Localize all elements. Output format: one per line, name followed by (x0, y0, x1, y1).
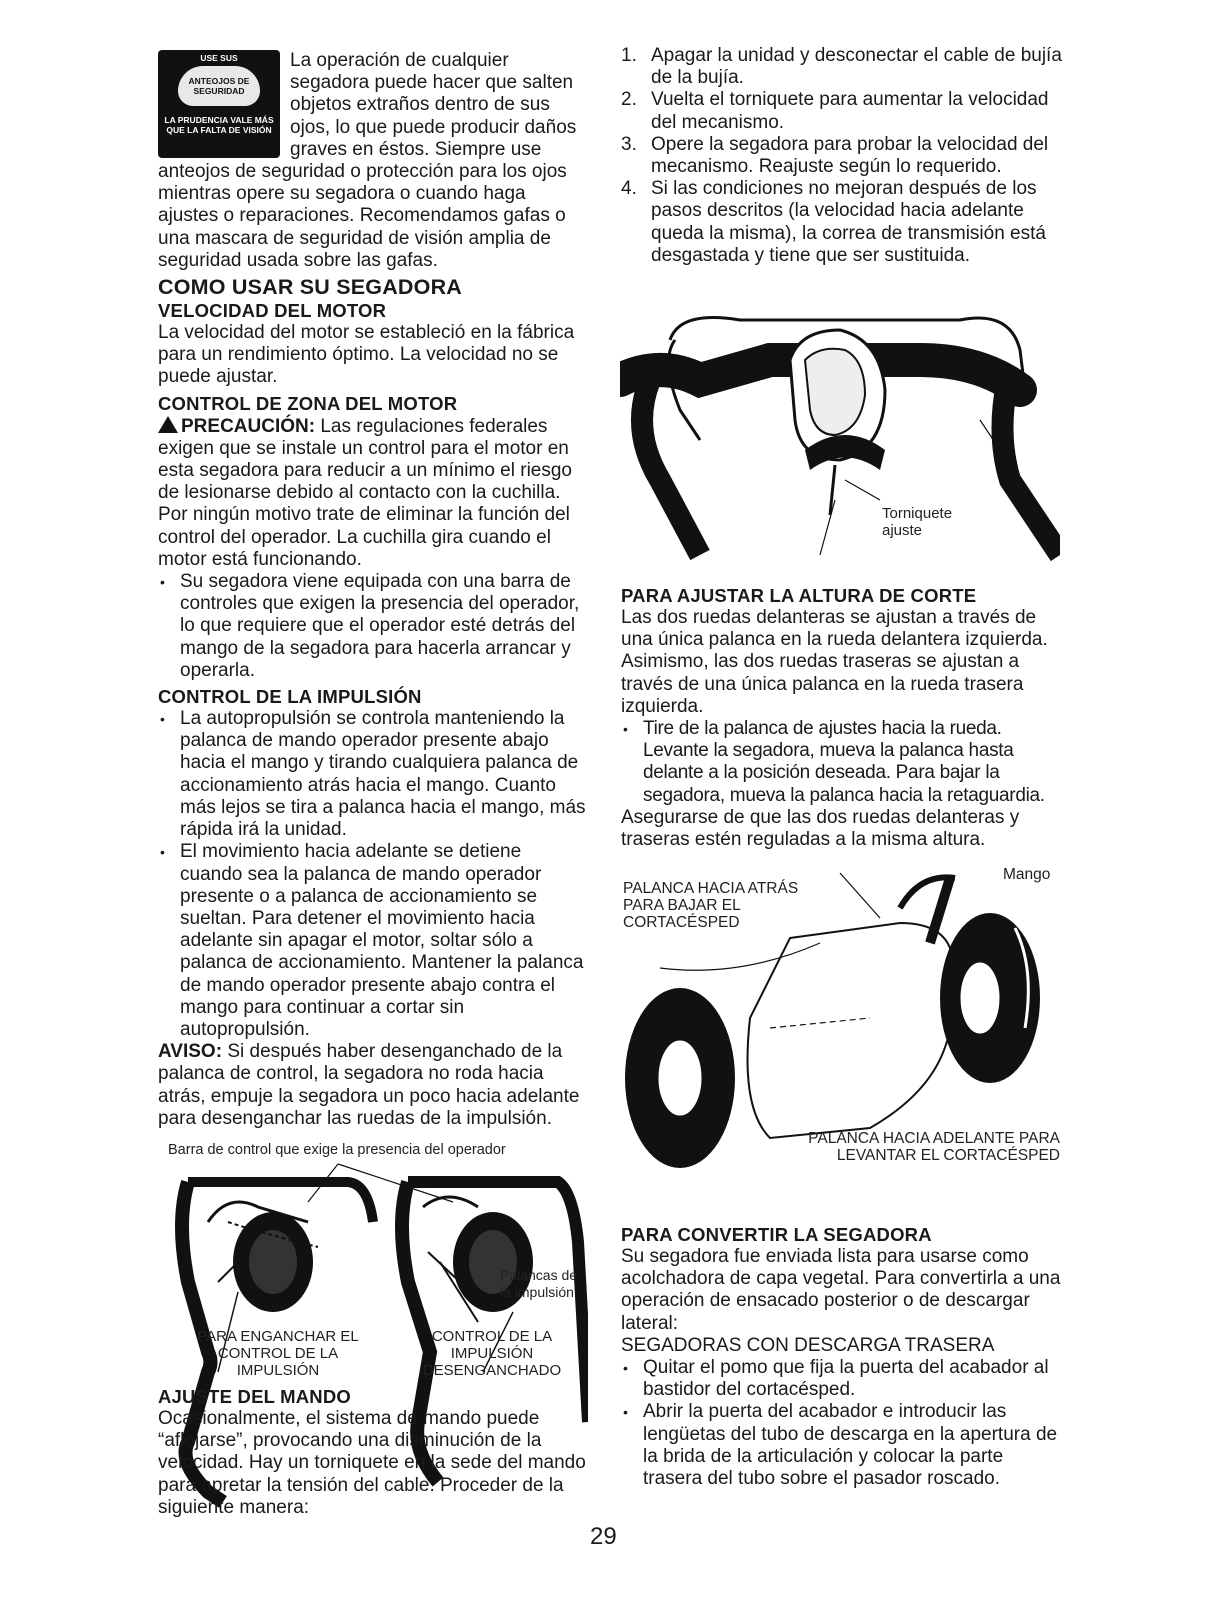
badge-line-3: LA PRUDENCIA VALE MÁS QUE LA FALTA DE VISIÓN (164, 115, 274, 135)
step-1 (621, 45, 1066, 89)
cut-height-bullet: • Tire de la palanca de ajustes hacia la rueda. Levante la segadora, mueva la palanca hasta delante a la posición deseada. Para bajar la segadora, mueva la palanca hacia la retaguardia. (621, 718, 1066, 807)
step-2-text: Vuelta el torniquete para aumentar la velocidad del mecanismo. (651, 89, 1049, 133)
goggles-icon (178, 66, 260, 106)
convert-block (621, 1224, 1066, 1490)
badge-line-2: ANTEOJOS DE SEGURIDAD (188, 76, 250, 96)
cut-height-text: Las dos ruedas delanteras se ajustan a través de una única palanca en la rueda delantera izquierda. Asimismo, las dos ruedas traseras se ajustan a través de una única palanca en la rueda trasera izquierda. (621, 607, 1048, 717)
caution-label: PRECAUCIÓN: (181, 415, 316, 437)
fig3-label-forward: PALANCA HACIA ADELANTE PARA LEVANTAR EL CORTACÉSPED (808, 1130, 1060, 1164)
safety-glasses-badge (158, 50, 280, 158)
caution-text: Las regulaciones federales exigen que se instale un control para el motor en esta segadora para reducir a un mínimo el riesgo de lesionarse debido al contacto con la cuchilla. Por ningún motivo trate de eliminar la función del control del operador. La cuchilla gira cuando el motor está funcionando. (158, 415, 573, 570)
left-column (158, 50, 588, 1130)
page-number: 29 (590, 1523, 617, 1550)
convert-heading: PARA CONVERTIR LA SEGADORA (621, 1224, 932, 1245)
step-2-number: 2. (621, 89, 637, 111)
step-3-number: 3. (621, 133, 637, 155)
cut-height-after: Asegurarse de que las dos ruedas delanteras y traseras estén reguladas a la misma altura. (621, 806, 1020, 851)
step-3-text: Opere la segadora para probar la velocidad del mecanismo. Reajuste según lo requerido. (651, 133, 1049, 178)
cable-adjuster-illustration (620, 300, 1060, 565)
drive-adjust-text: Ocasionalmente, el sistema de mando puede “aflojarse”, provocando una disminución de la velocidad. Hay un torniquete en la sede del mando para apretar la tensión del cable. Proceder de la siguiente manera: (158, 1408, 586, 1518)
drive-control-bullet-1: • La autopropulsión se controla manteniendo la palanca de mando operador presente abajo hacia el mango y tirando cualquiera palanca de accionamiento atrás hacia el mango. Cuanto más lejos se tira a palanca hacia el mango, más rápida irá la unidad. (158, 708, 588, 841)
step-4-text: Si las condiciones no mejoran después de los pasos descritos (la velocidad hacia adelante queda la misma), la correa de transmisión está desgastada y tiene que ser sustituida. (651, 178, 1046, 266)
intro-paragraph: La operación de cualquier segadora puede hacer que salten objetos extraños dentro de sus ojos, lo que puede producir daños graves en éstos. Siempre use anteojos de seguridad o protección para los ojos mientras opere su segadora o cuando haga ajustes o reparaciones. Recomendamos gafas o una mascara de seguridad de visión amplia de seguridad usada sobre las gafas. (158, 50, 577, 271)
drive-control-heading: CONTROL DE LA IMPULSIÓN (158, 686, 422, 708)
step-1-text: Apagar la unidad y desconectar el cable de bujía de la bujía. (651, 45, 1062, 89)
fig2-label: Torniquete ajuste (882, 505, 953, 539)
step-4-number: 4. (621, 178, 637, 200)
step-2 (621, 89, 1066, 133)
notice-paragraph (158, 1041, 588, 1130)
right-column (621, 45, 1066, 267)
fig1-caption-left: PARA ENGANCHAR EL CONTROL DE LA IMPULSIÓN (197, 1328, 359, 1379)
zone-control-heading: CONTROL DE ZONA DEL MOTOR (158, 392, 458, 414)
step-4 (621, 178, 1066, 267)
badge-line-1: USE SUS (200, 53, 238, 63)
convert-subheading: SEGADORAS CON DESCARGA TRASERA (621, 1334, 995, 1356)
zone-control-text (158, 415, 588, 571)
step-1-number: 1. (621, 45, 637, 66)
convert-bullet-1: • Quitar el pomo que fija la puerta del acabador al bastidor del cortacésped. (621, 1357, 1066, 1401)
adjust-steps (621, 45, 1066, 267)
cut-height-heading: PARA AJUSTAR LA ALTURA DE CORTE (621, 585, 977, 606)
engine-speed-heading: VELOCIDAD DEL MOTOR (158, 300, 387, 322)
zone-control-bullet: • Su segadora viene equipada con una barra de controles que exigen la presencia del operador, lo que requiere que el operador esté detrás del mango de la segadora para hacerla arrancar y operarla. (158, 571, 588, 682)
fig3-label-back: PALANCA HACIA ATRÁS PARA BAJAR EL CORTACÉSPED (623, 880, 799, 931)
drive-control-bullet-2: • El movimiento hacia adelante se detiene cuando sea la palanca de mando operador presente o a palanca de accionamiento se sueltan. Para detener el movimiento hacia adelante sin apagar el motor, soltar sólo a palanca de accionamiento. Mantener la palanca de mando operador presente abajo contra el mango para continuar a cortar sin autopropulsión. (158, 841, 588, 1041)
warning-icon (158, 416, 178, 433)
fig1-title: Barra de control que exige la presencia del operador (168, 1142, 506, 1158)
fig3-label-handle: Mango (1003, 866, 1051, 883)
section-title: COMO USAR SU SEGADORA (158, 275, 463, 300)
cut-height-block (621, 585, 1066, 851)
notice-label: AVISO: (158, 1041, 223, 1063)
convert-bullet-2: • Abrir la puerta del acabador e introducir las lengüetas del tubo de descarga en la apertura de la brida de la articulación y colocar la parte trasera del tubo sobre el pasador roscado. (621, 1401, 1066, 1490)
engine-speed-text: La velocidad del motor se estableció en la fábrica para un rendimiento óptimo. La velocidad no se puede ajustar. (158, 322, 575, 388)
fig1-levers-label: Palancas de la impulsión (500, 1267, 578, 1300)
step-3 (621, 134, 1066, 178)
drive-adjust-heading: AJUSTE DEL MANDO (158, 1386, 352, 1407)
fig1-caption-right: CONTROL DE LA IMPULSIÓN DESENGANCHADO (422, 1328, 562, 1379)
convert-text: Su segadora fue enviada lista para usarse como acolchadora de capa vegetal. Para convertirla a una operación de ensacado posterior o de descargar lateral: (621, 1246, 1061, 1334)
notice-text: Si después haber desenganchado de la palanca de control, la segadora no roda hacia atrás, empuje la segadora un poco hacia adelante para desenganchar las ruedas de la impulsión. (158, 1041, 580, 1129)
drive-adjust-block (158, 1386, 588, 1519)
